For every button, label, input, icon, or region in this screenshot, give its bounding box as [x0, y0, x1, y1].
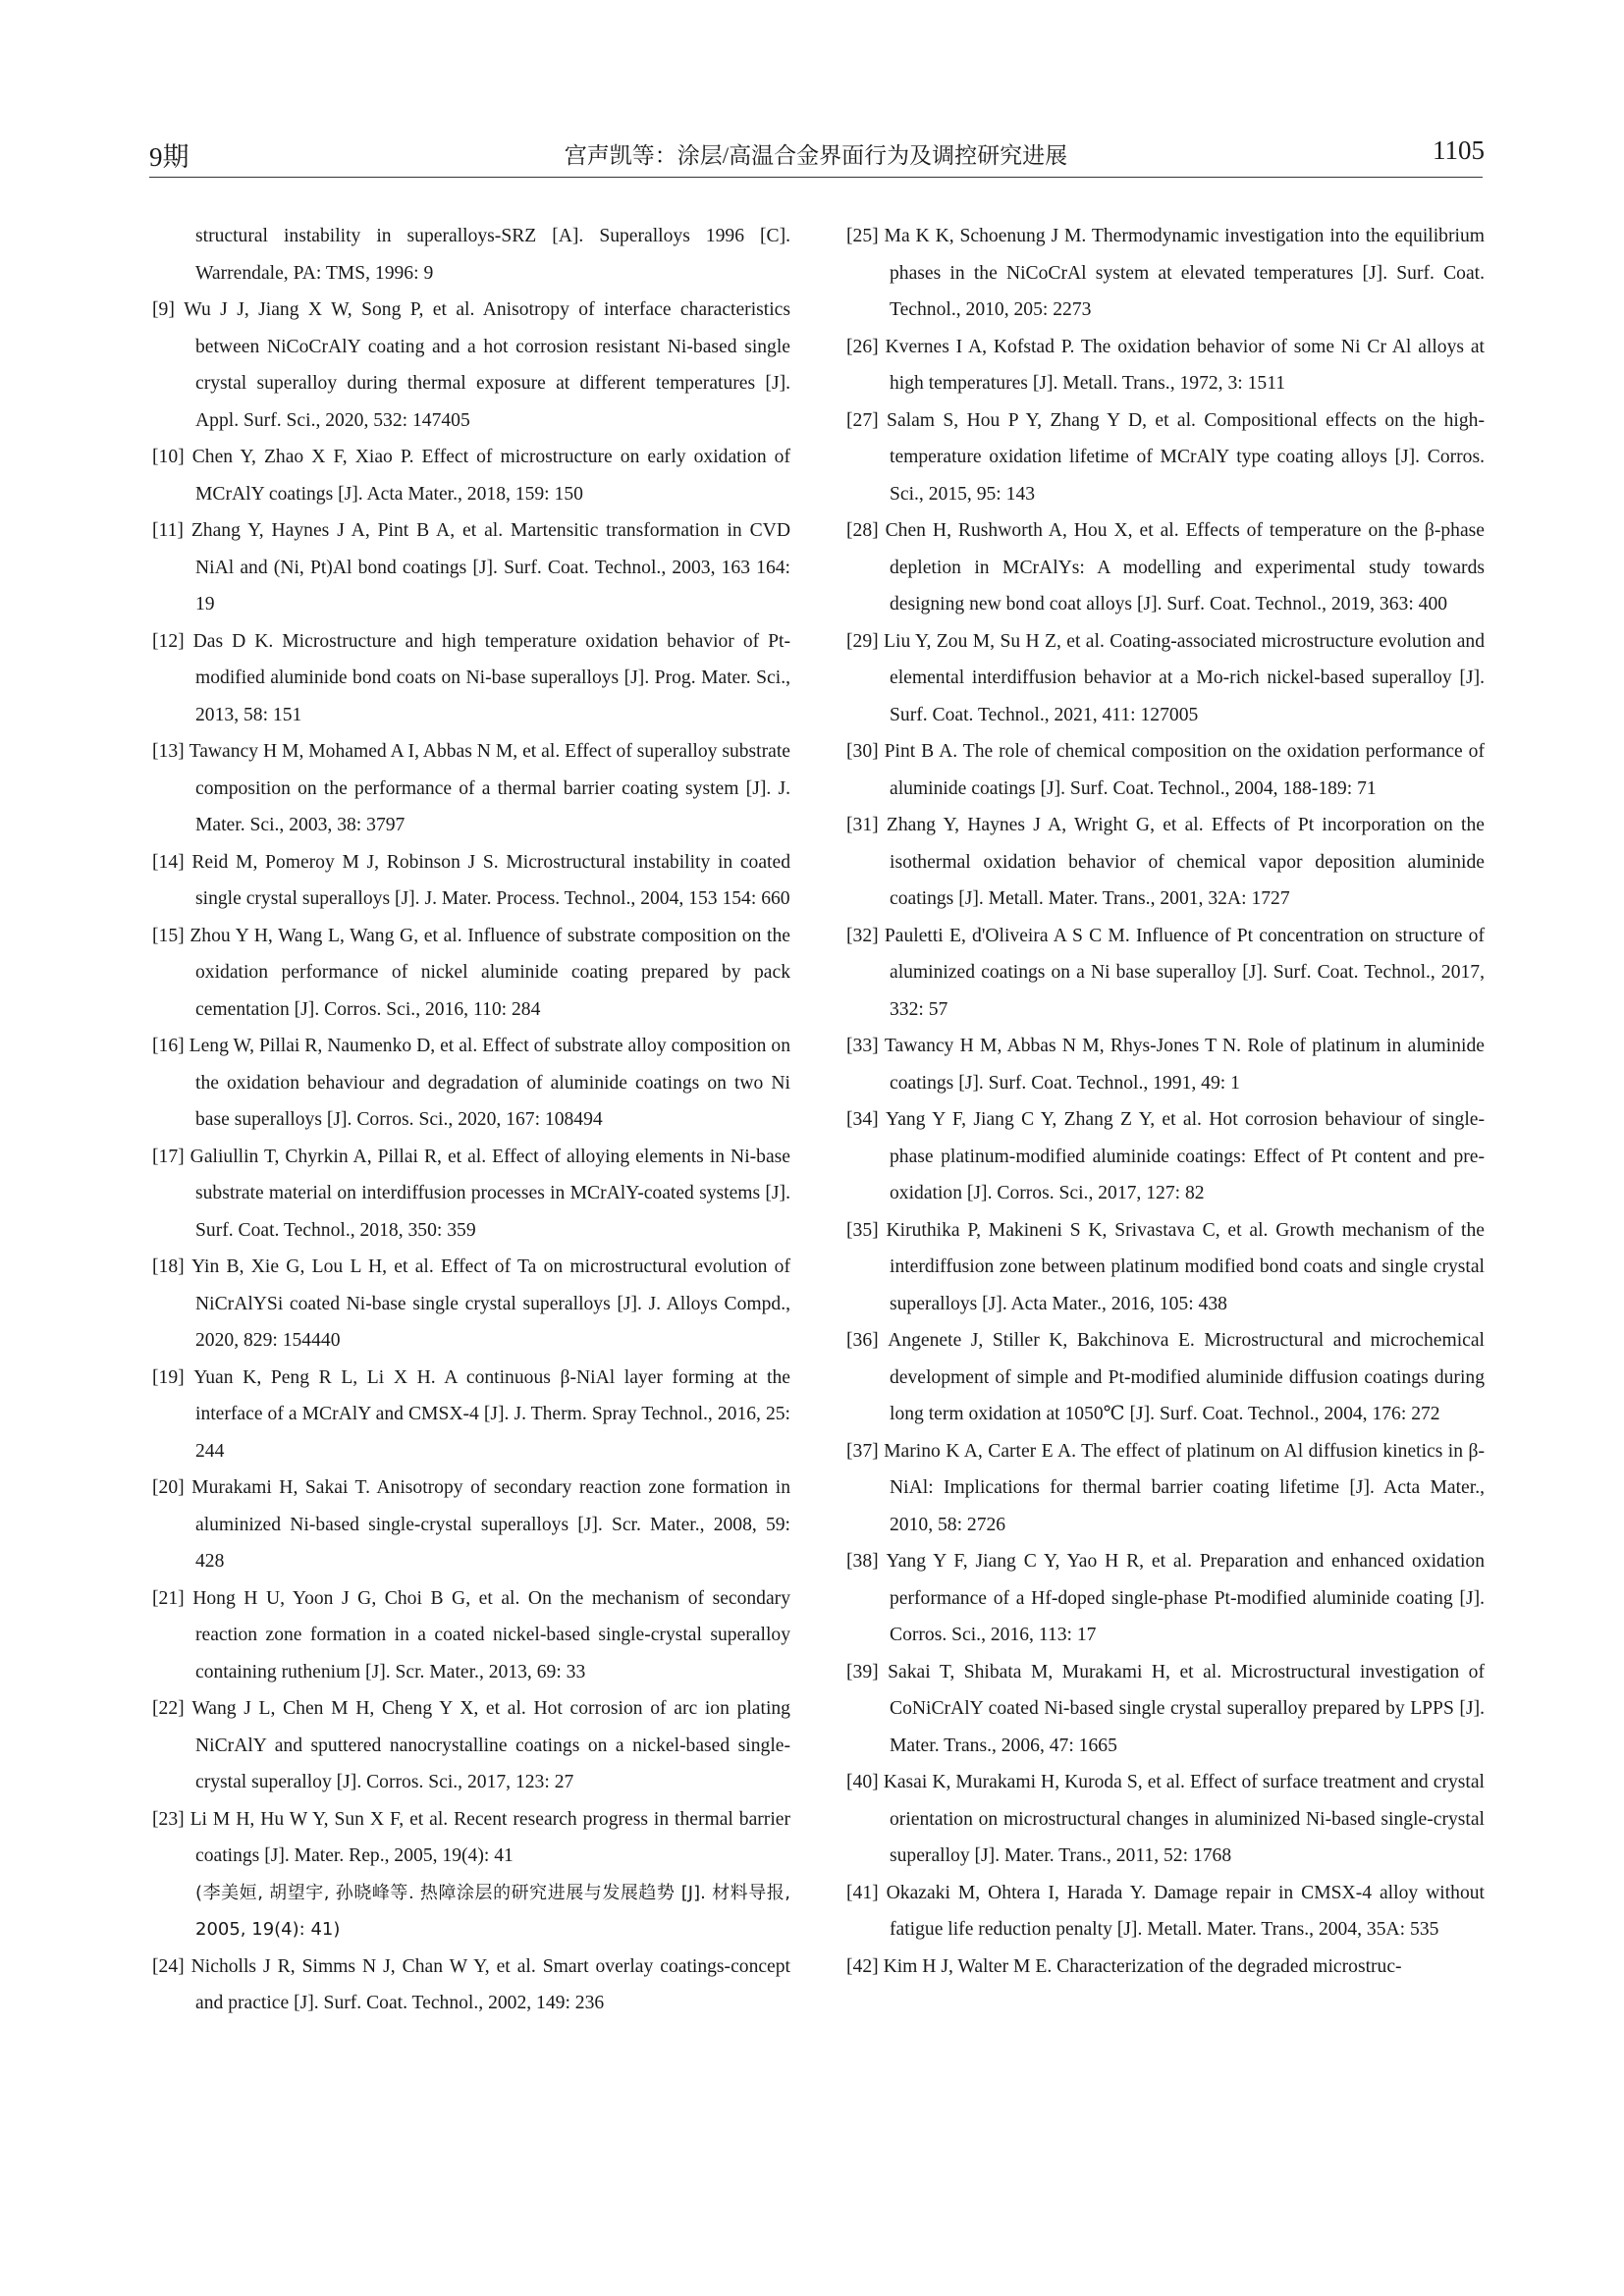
reference-number: [42] — [846, 1955, 879, 1977]
reference-text: Li M H, Hu W Y, Sun X F, et al. Recent research progress in thermal barrier coatings [J]. Mater. Rep., 2005, 19(4): 41 — [189, 1808, 790, 1866]
reference-item — [846, 512, 1485, 623]
reference-item — [846, 733, 1485, 807]
reference-item — [846, 329, 1485, 402]
reference-text: Kim H J, Walter M E. Characterization of the degraded microstruc- — [883, 1955, 1402, 1977]
reference-text: Angenete J, Stiller K, Bakchinova E. Microstructural and microchemical development of simple and Pt-modified aluminide diffusion coatings during long term oxidation at 1050℃ [J]. Surf. Coat. Technol., 2004, 176: 272 — [888, 1330, 1485, 1424]
reference-item — [152, 623, 790, 734]
reference-item — [152, 1249, 790, 1360]
reference-text: Wu J J, Jiang X W, Song P, et al. Anisotropy of interface characteristics between NiCoCrAlY coating and a hot corrosion resistant Ni-based single crystal superalloy during thermal exposure at different temperatures [J]. Appl. Surf. Sci., 2020, 532: 147405 — [184, 299, 790, 431]
reference-number: [23] — [152, 1808, 185, 1830]
reference-text: Yang Y F, Jiang C Y, Yao H R, et al. Preparation and enhanced oxidation performance of a Hf-doped single-phase Pt-modified aluminide coating [J]. Corros. Sci., 2016, 113: 17 — [886, 1551, 1485, 1645]
reference-number: [40] — [846, 1772, 879, 1792]
reference-number: [30] — [846, 741, 879, 762]
reference-item — [152, 292, 790, 439]
reference-item — [846, 1875, 1485, 1949]
page-number: 1105 — [1433, 135, 1485, 165]
reference-item — [152, 733, 790, 844]
reference-text: Yang Y F, Jiang C Y, Zhang Z Y, et al. Hot corrosion behaviour of single-phase platinum-modified aluminide coatings: Effect of Pt content and pre-oxidation [J]. Corros. Sci., 2017, 127: 82 — [886, 1109, 1485, 1203]
reference-text: Kvernes I A, Kofstad P. The oxidation behavior of some Ni Cr Al alloys at high temperatures [J]. Metall. Trans., 1972, 3: 1511 — [885, 336, 1485, 394]
reference-text: Yin B, Xie G, Lou L H, et al. Effect of Ta on microstructural evolution of NiCrAlYSi coated Ni-base single crystal superalloys [J]. J. Alloys Compd., 2020, 829: 154440 — [190, 1256, 791, 1351]
reference-number: [24] — [152, 1955, 185, 1977]
reference-text: Ma K K, Schoenung J M. Thermodynamic investigation into the equilibrium phases in the NiCoCrAl system at elevated temperatures [J]. Surf. Coat. Technol., 2010, 205: 2273 — [884, 226, 1485, 320]
reference-text: Chen Y, Zhao X F, Xiao P. Effect of microstructure on early oxidation of MCrAlY coatings [J]. Acta Mater., 2018, 159: 150 — [191, 447, 791, 505]
reference-number: [20] — [152, 1477, 185, 1498]
reference-number: [34] — [846, 1109, 879, 1130]
reference-text: Murakami H, Sakai T. Anisotropy of secondary reaction zone formation in aluminized Ni-based single-crystal superalloys [J]. Scr. Mater., 2008, 59: 428 — [191, 1477, 790, 1572]
reference-number: [22] — [152, 1698, 185, 1719]
reference-item — [152, 1801, 790, 1949]
reference-item — [152, 1028, 790, 1139]
reference-number: [16] — [152, 1036, 185, 1056]
reference-item — [152, 1139, 790, 1250]
reference-item — [152, 1949, 790, 2022]
reference-number: [28] — [846, 520, 879, 541]
reference-text: Nicholls J R, Simms N J, Chan W Y, et al. Smart overlay coatings-concept and practice [J]. Surf. Coat. Technol., 2002, 149: 236 — [190, 1955, 790, 2013]
reference-item — [846, 1322, 1485, 1433]
reference-item — [846, 1212, 1485, 1323]
reference-item — [152, 1690, 790, 1801]
reference-number: [39] — [846, 1661, 879, 1682]
reference-number: [38] — [846, 1551, 879, 1572]
references-right-column — [846, 218, 1485, 1985]
reference-text: structural instability in superalloys-SRZ [A]. Superalloys 1996 [C]. Warrendale, PA: TMS, 1996: 9 — [195, 226, 790, 284]
reference-text: Chen H, Rushworth A, Hou X, et al. Effects of temperature on the β-phase depletion in MCrAlYs: A modelling and experimental study towards designing new bond coat alloys [J]. Surf. Coat. Technol., 2019, 363: 400 — [885, 520, 1485, 614]
reference-item — [846, 1654, 1485, 1765]
reference-text: Marino K A, Carter E A. The effect of platinum on Al diffusion kinetics in β-NiAl: Implications for thermal barrier coating lifetime [J]. Acta Mater., 2010, 58: 2726 — [884, 1440, 1485, 1535]
references-left-column — [152, 218, 790, 2022]
reference-text: Zhang Y, Haynes J A, Wright G, et al. Effects of Pt incorporation on the isothermal oxidation behavior of chemical vapor deposition aluminide coatings [J]. Metall. Mater. Trans., 2001, 32A: 1727 — [886, 815, 1485, 909]
reference-item — [152, 1580, 790, 1691]
reference-number: [29] — [846, 630, 879, 652]
reference-text: Pauletti E, d'Oliveira A S C M. Influence of Pt concentration on structure of aluminized coatings on a Ni base superalloy [J]. Surf. Coat. Technol., 2017, 332: 57 — [884, 925, 1486, 1020]
page-header — [147, 135, 1485, 179]
reference-text: Kiruthika P, Makineni S K, Srivastava C, et al. Growth mechanism of the interdiffusion zone between platinum modified bond coats and single crystal superalloys [J]. Acta Mater., 2016, 105: 438 — [886, 1219, 1485, 1314]
reference-number: [32] — [846, 925, 879, 946]
reference-item — [152, 218, 790, 292]
reference-item — [846, 402, 1485, 513]
reference-item — [846, 1949, 1485, 1986]
reference-item — [152, 512, 790, 623]
reference-number: [26] — [846, 336, 879, 357]
reference-text: Das D K. Microstructure and high temperature oxidation behavior of Pt-modified aluminide bond coats on Ni-base superalloys [J]. Prog. Mater. Sci., 2013, 58: 151 — [192, 630, 790, 725]
reference-text: Galiullin T, Chyrkin A, Pillai R, et al. Effect of alloying elements in Ni-base substrate material on interdiffusion processes in MCrAlY-coated systems [J]. Surf. Coat. Technol., 2018, 350: 359 — [189, 1146, 790, 1241]
reference-text: Zhang Y, Haynes J A, Pint B A, et al. Martensitic transformation in CVD NiAl and (Ni, Pt)Al bond coatings [J]. Surf. Coat. Technol., 2003, 163 164: 19 — [190, 520, 790, 614]
reference-chinese-text: (李美姮, 胡望宇, 孙晓峰等. 热障涂层的研究进展与发展趋势 [J]. 材料导报, 2005, 19(4): 41) — [195, 1882, 790, 1940]
reference-text: Zhou Y H, Wang L, Wang G, et al. Influence of substrate composition on the oxidation performance of nickel aluminide coating prepared by pack cementation [J]. Corros. Sci., 2016, 110: 284 — [189, 925, 790, 1020]
reference-text: Pint B A. The role of chemical composition on the oxidation performance of aluminide coatings [J]. Surf. Coat. Technol., 2004, 188-189: 71 — [884, 741, 1485, 799]
reference-item — [846, 1101, 1485, 1212]
reference-number: [14] — [152, 851, 185, 873]
reference-number: [36] — [846, 1330, 879, 1351]
reference-number: [21] — [152, 1587, 185, 1609]
reference-item — [846, 1764, 1485, 1875]
reference-text: Kasai K, Murakami H, Kuroda S, et al. Effect of surface treatment and crystal orientation on microstructural changes in aluminized Ni-based single-crystal superalloy [J]. Mater. Trans., 2011, 52: 1768 — [883, 1772, 1485, 1866]
reference-text: Liu Y, Zou M, Su H Z, et al. Coating-associated microstructure evolution and elemental interdiffusion behavior at a Mo-rich nickel-based superalloy [J]. Surf. Coat. Technol., 2021, 411: 127005 — [884, 630, 1486, 725]
reference-text: Hong H U, Yoon J G, Choi B G, et al. On the mechanism of secondary reaction zone formation in a coated nickel-based single-crystal superalloy containing ruthenium [J]. Scr. Mater., 2013, 69: 33 — [192, 1587, 790, 1682]
header-divider — [149, 177, 1483, 178]
reference-number: [17] — [152, 1146, 185, 1167]
reference-item — [152, 1360, 790, 1470]
reference-item — [152, 918, 790, 1029]
reference-item — [846, 218, 1485, 329]
reference-number: [13] — [152, 741, 185, 762]
running-title: 宫声凯等：涂层/高温合金界面行为及调控研究进展 — [564, 143, 1068, 168]
reference-number: [11] — [152, 520, 184, 541]
reference-text: Salam S, Hou P Y, Zhang Y D, et al. Compositional effects on the high-temperature oxidation lifetime of MCrAlY type coating alloys [J]. Corros. Sci., 2015, 95: 143 — [887, 409, 1485, 505]
reference-item — [846, 807, 1485, 918]
reference-number: [41] — [846, 1882, 879, 1903]
reference-item — [152, 844, 790, 918]
reference-number: [18] — [152, 1256, 185, 1277]
reference-number: [37] — [846, 1440, 879, 1462]
reference-item — [846, 1028, 1485, 1101]
reference-number: [15] — [152, 925, 185, 946]
reference-item — [846, 1433, 1485, 1544]
reference-item — [846, 918, 1485, 1029]
reference-text: Leng W, Pillai R, Naumenko D, et al. Effect of substrate alloy composition on the oxidation behaviour and degradation of aluminide coatings on two Ni base superalloys [J]. Corros. Sci., 2020, 167: 108494 — [189, 1036, 790, 1130]
reference-number: [12] — [152, 630, 185, 652]
reference-text: Yuan K, Peng R L, Li X H. A continuous β-NiAl layer forming at the interface of a MCrAlY and CMSX-4 [J]. J. Therm. Spray Technol., 2016, 25: 244 — [193, 1366, 790, 1462]
reference-item — [846, 623, 1485, 734]
reference-number: [19] — [152, 1366, 185, 1388]
reference-text: Tawancy H M, Mohamed A I, Abbas N M, et al. Effect of superalloy substrate composition on the performance of a thermal barrier coating system [J]. J. Mater. Sci., 2003, 38: 3797 — [189, 741, 790, 835]
reference-text: Tawancy H M, Abbas N M, Rhys-Jones T N. Role of platinum in aluminide coatings [J]. Surf. Coat. Technol., 1991, 49: 1 — [884, 1036, 1485, 1094]
reference-text: Sakai T, Shibata M, Murakami H, et al. Microstructural investigation of CoNiCrAlY coated Ni-based single crystal superalloy prepared by LPPS [J]. Mater. Trans., 2006, 47: 1665 — [888, 1661, 1485, 1756]
reference-number: [9] — [152, 299, 175, 320]
reference-number: [10] — [152, 447, 185, 467]
reference-text: Okazaki M, Ohtera I, Harada Y. Damage repair in CMSX-4 alloy without fatigue life reduction penalty [J]. Metall. Mater. Trans., 2004, 35A: 535 — [886, 1882, 1485, 1940]
reference-item — [152, 1469, 790, 1580]
reference-text: Wang J L, Chen M H, Cheng Y X, et al. Hot corrosion of arc ion plating NiCrAlY and sputtered nanocrystalline coatings on a nickel-based single-crystal superalloy [J]. Corros. Sci., 2017, 123: 27 — [191, 1698, 790, 1792]
reference-number: [27] — [846, 409, 879, 431]
reference-number: [35] — [846, 1219, 879, 1241]
reference-number: [25] — [846, 226, 879, 246]
reference-item — [152, 439, 790, 512]
reference-number: [31] — [846, 815, 879, 835]
reference-number: [33] — [846, 1036, 879, 1056]
issue-label: 9期 — [149, 142, 189, 172]
reference-text: Reid M, Pomeroy M J, Robinson J S. Microstructural instability in coated single crystal superalloys [J]. J. Mater. Process. Technol., 2004, 153 154: 660 — [191, 851, 790, 909]
reference-item — [846, 1543, 1485, 1654]
